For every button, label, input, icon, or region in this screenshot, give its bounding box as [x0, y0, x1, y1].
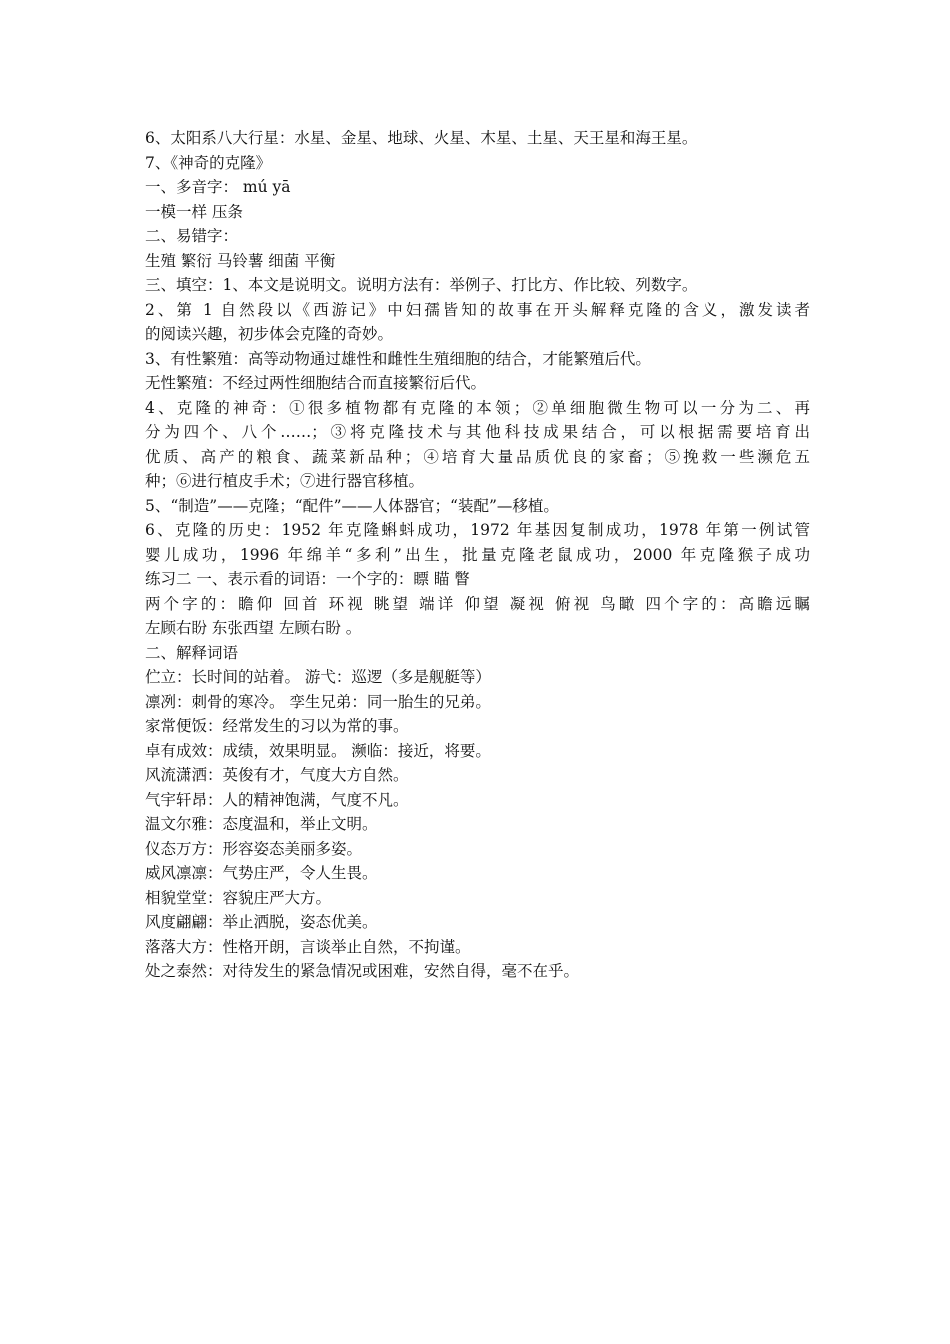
- document-body: [145, 126, 810, 984]
- section-heading: 7、《神奇的克隆》: [145, 153, 272, 172]
- text-line: 6、克隆的历史：1952 年克隆蝌蚪成功，1972 年基因复制成功，1978 年第一例试管: [145, 521, 810, 539]
- definition-line: 风流潇洒：英俊有才，气度大方自然。: [145, 766, 409, 784]
- definition-line: 风度翩翩：举止洒脱，姿态优美。: [145, 913, 378, 931]
- text-line: 婴儿成功，1996 年绵羊“多利”出生，批量克隆老鼠成功，2000 年克隆猴子成功: [145, 545, 810, 564]
- definition-line: 伫立：长时间的站着。 游弋：巡逻（多是舰艇等）: [145, 668, 491, 686]
- text-line: 左顾右盼 东张西望 左顾右盼 。: [145, 619, 362, 637]
- definition-line: 温文尔雅：态度温和，举止文明。: [145, 815, 378, 833]
- definition-line: 落落大方：性格开朗，言谈举止自然，不拘谨。: [145, 937, 471, 956]
- section-heading: 二、解释词语: [145, 643, 239, 662]
- text-line: 三、填空：1、本文是说明文。说明方法有：举例子、打比方、作比较、列数字。: [145, 276, 698, 294]
- section-heading: 练习二 一、表示看的词语：一个字的：瞟 瞄 瞥: [145, 570, 470, 588]
- text-line: 二、易错字：: [145, 227, 239, 245]
- text-line: 的阅读兴趣，初步体会克隆的奇妙。: [145, 325, 394, 343]
- text-line: 4、克隆的神奇：①很多植物都有克隆的本领；②单细胞微生物可以一分为二、再: [145, 398, 810, 417]
- text-line: 生殖 繁衍 马铃薯 细菌 平衡: [145, 251, 336, 270]
- text-line: 种；⑥进行植皮手术；⑦进行器官移植。: [145, 472, 425, 490]
- text-line: 一模一样 压条: [145, 202, 243, 221]
- text-line: 优质、高产的粮食、蔬菜新品种；④培育大量品质优良的家畜；⑤挽救一些濒危五: [145, 447, 810, 466]
- definition-line: 处之泰然：对待发生的紧急情况或困难，安然自得，毫不在乎。: [145, 962, 580, 980]
- text-line: 两个字的：瞻仰 回首 环视 眺望 端详 仰望 凝视 俯视 鸟瞰 四个字的：高瞻远瞩: [145, 594, 810, 613]
- definition-line: 相貌堂堂：容貌庄严大方。: [145, 888, 332, 907]
- text-line: 分为四个、八个……；③将克隆技术与其他科技成果结合，可以根据需要培育出: [145, 423, 810, 441]
- definition-line: 气宇轩昂：人的精神饱满，气度不凡。: [145, 790, 409, 809]
- text-line: 5、“制造”——克隆；“配件”——人体器官；“装配”—移植。: [145, 496, 559, 515]
- text-line: 3、有性繁殖：高等动物通过雄性和雌性生殖细胞的结合，才能繁殖后代。: [145, 349, 651, 368]
- text-line: 6、太阳系八大行星：水星、金星、地球、火星、木星、土星、天王星和海王星。: [145, 129, 698, 147]
- text-line: 2、第 1 自然段以《西游记》中妇孺皆知的故事在开头解释克隆的含义，激发读者: [145, 300, 810, 319]
- text-line: 一、多音字： mú yā: [145, 178, 291, 196]
- definition-line: 家常便饭：经常发生的习以为常的事。: [145, 717, 409, 735]
- definition-line: 卓有成效：成绩，效果明显。 濒临：接近，将要。: [145, 741, 491, 760]
- text-line: 无性繁殖：不经过两性细胞结合而直接繁衍后代。: [145, 374, 487, 392]
- definition-line: 威风凛凛：气势庄严，令人生畏。: [145, 864, 378, 882]
- definition-line: 凛冽：刺骨的寒冷。 孪生兄弟：同一胎生的兄弟。: [145, 692, 491, 711]
- definition-line: 仪态万方：形容姿态美丽多姿。: [145, 839, 363, 858]
